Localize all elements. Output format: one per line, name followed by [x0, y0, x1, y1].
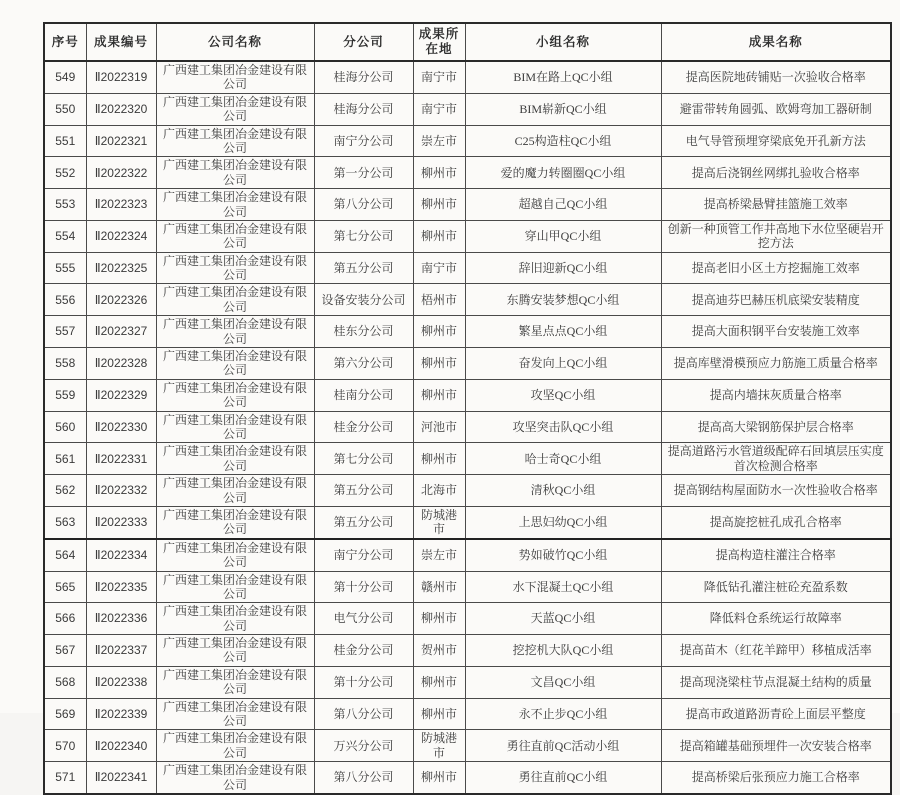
cell-seq: 559 — [44, 379, 86, 411]
cell-result: 提高库壁滑模预应力筋施工质量合格率 — [661, 348, 891, 380]
cell-group: 爱的魔力转圈圈QC小组 — [465, 157, 661, 189]
table-row — [44, 93, 891, 125]
cell-code: Ⅱ2022326 — [86, 284, 156, 316]
cell-seq: 570 — [44, 730, 86, 762]
cell-company: 广西建工集团冶金建设有限公司 — [156, 475, 314, 507]
cell-company: 广西建工集团冶金建设有限公司 — [156, 379, 314, 411]
cell-seq: 560 — [44, 411, 86, 443]
cell-result: 提高医院地砖铺贴一次验收合格率 — [661, 61, 891, 93]
table-row — [44, 348, 891, 380]
cell-location: 柳州市 — [413, 157, 465, 189]
cell-group: 文昌QC小组 — [465, 666, 661, 698]
cell-result: 提高桥梁后张预应力施工合格率 — [661, 762, 891, 794]
cell-company: 广西建工集团冶金建设有限公司 — [156, 603, 314, 635]
cell-group: 穿山甲QC小组 — [465, 220, 661, 252]
cell-seq: 556 — [44, 284, 86, 316]
cell-location: 柳州市 — [413, 316, 465, 348]
cell-code: Ⅱ2022340 — [86, 730, 156, 762]
cell-group: 永不止步QC小组 — [465, 698, 661, 730]
cell-branch: 第六分公司 — [314, 348, 413, 380]
cell-seq: 558 — [44, 348, 86, 380]
cell-group: 势如破竹QC小组 — [465, 539, 661, 571]
cell-seq: 565 — [44, 571, 86, 603]
table-row — [44, 603, 891, 635]
cell-group: 清秋QC小组 — [465, 475, 661, 507]
cell-branch: 南宁分公司 — [314, 539, 413, 571]
cell-result: 提高大面积钢平台安装施工效率 — [661, 316, 891, 348]
cell-company: 广西建工集团冶金建设有限公司 — [156, 93, 314, 125]
cell-result: 提高箱罐基础预埋件一次安装合格率 — [661, 730, 891, 762]
table-row — [44, 539, 891, 571]
cell-seq: 568 — [44, 666, 86, 698]
cell-branch: 第十分公司 — [314, 571, 413, 603]
table-row — [44, 379, 891, 411]
table-row — [44, 189, 891, 221]
cell-code: Ⅱ2022327 — [86, 316, 156, 348]
cell-group: 超越自己QC小组 — [465, 189, 661, 221]
cell-result: 提高旋挖桩孔成孔合格率 — [661, 506, 891, 538]
cell-company: 广西建工集团冶金建设有限公司 — [156, 61, 314, 93]
cell-location: 崇左市 — [413, 539, 465, 571]
table-row — [44, 125, 891, 157]
table-row — [44, 220, 891, 252]
cell-company: 广西建工集团冶金建设有限公司 — [156, 220, 314, 252]
cell-location: 防城港市 — [413, 730, 465, 762]
table-row — [44, 252, 891, 284]
cell-company: 广西建工集团冶金建设有限公司 — [156, 284, 314, 316]
cell-seq: 549 — [44, 61, 86, 93]
column-header-location: 成果所在地 — [413, 23, 465, 61]
cell-company: 广西建工集团冶金建设有限公司 — [156, 506, 314, 538]
table-row — [44, 666, 891, 698]
cell-result: 提高苗木（红花羊蹄甲）移植成活率 — [661, 635, 891, 667]
cell-branch: 第八分公司 — [314, 698, 413, 730]
cell-branch: 桂海分公司 — [314, 61, 413, 93]
cell-seq: 555 — [44, 252, 86, 284]
table-row — [44, 157, 891, 189]
cell-result: 提高内墙抹灰质量合格率 — [661, 379, 891, 411]
cell-seq: 569 — [44, 698, 86, 730]
cell-group: 勇往直前QC小组 — [465, 762, 661, 794]
cell-company: 广西建工集团冶金建设有限公司 — [156, 252, 314, 284]
cell-location: 贺州市 — [413, 635, 465, 667]
cell-seq: 554 — [44, 220, 86, 252]
cell-location: 河池市 — [413, 411, 465, 443]
cell-code: Ⅱ2022339 — [86, 698, 156, 730]
cell-company: 广西建工集团冶金建设有限公司 — [156, 698, 314, 730]
cell-branch: 桂海分公司 — [314, 93, 413, 125]
cell-location: 柳州市 — [413, 762, 465, 794]
table-row — [44, 506, 891, 538]
cell-location: 南宁市 — [413, 93, 465, 125]
column-header-group: 小组名称 — [465, 23, 661, 61]
cell-result: 创新一种顶管工作井高地下水位坚硬岩开挖方法 — [661, 220, 891, 252]
cell-group: 勇往直前QC活动小组 — [465, 730, 661, 762]
cell-code: Ⅱ2022337 — [86, 635, 156, 667]
cell-code: Ⅱ2022324 — [86, 220, 156, 252]
cell-company: 广西建工集团冶金建设有限公司 — [156, 316, 314, 348]
cell-seq: 561 — [44, 443, 86, 475]
table-row — [44, 443, 891, 475]
cell-group: 上思妇幼QC小组 — [465, 506, 661, 538]
cell-group: C25构造柱QC小组 — [465, 125, 661, 157]
cell-code: Ⅱ2022338 — [86, 666, 156, 698]
cell-branch: 第七分公司 — [314, 443, 413, 475]
cell-code: Ⅱ2022325 — [86, 252, 156, 284]
cell-seq: 566 — [44, 603, 86, 635]
cell-branch: 第五分公司 — [314, 475, 413, 507]
cell-seq: 563 — [44, 506, 86, 538]
cell-code: Ⅱ2022328 — [86, 348, 156, 380]
cell-seq: 550 — [44, 93, 86, 125]
column-header-branch: 分公司 — [314, 23, 413, 61]
cell-code: Ⅱ2022321 — [86, 125, 156, 157]
table-row — [44, 762, 891, 794]
cell-group: 天蓝QC小组 — [465, 603, 661, 635]
cell-branch: 第五分公司 — [314, 506, 413, 538]
cell-group: 繁星点点QC小组 — [465, 316, 661, 348]
cell-branch: 万兴分公司 — [314, 730, 413, 762]
cell-location: 柳州市 — [413, 379, 465, 411]
cell-group: 攻坚突击队QC小组 — [465, 411, 661, 443]
cell-seq: 551 — [44, 125, 86, 157]
cell-company: 广西建工集团冶金建设有限公司 — [156, 411, 314, 443]
cell-branch: 桂东分公司 — [314, 316, 413, 348]
cell-code: Ⅱ2022322 — [86, 157, 156, 189]
cell-location: 柳州市 — [413, 666, 465, 698]
cell-branch: 第八分公司 — [314, 189, 413, 221]
column-header-code: 成果编号 — [86, 23, 156, 61]
cell-branch: 第八分公司 — [314, 762, 413, 794]
header-row — [44, 23, 891, 61]
cell-location: 崇左市 — [413, 125, 465, 157]
cell-code: Ⅱ2022331 — [86, 443, 156, 475]
cell-code: Ⅱ2022320 — [86, 93, 156, 125]
cell-branch: 南宁分公司 — [314, 125, 413, 157]
cell-company: 广西建工集团冶金建设有限公司 — [156, 666, 314, 698]
cell-seq: 552 — [44, 157, 86, 189]
cell-group: BIM崭新QC小组 — [465, 93, 661, 125]
table-body — [44, 61, 891, 794]
table-row — [44, 411, 891, 443]
qc-results-table — [43, 22, 892, 795]
cell-location: 柳州市 — [413, 698, 465, 730]
cell-group: 东腾安装梦想QC小组 — [465, 284, 661, 316]
cell-result: 提高钢结构屋面防水一次性验收合格率 — [661, 475, 891, 507]
cell-branch: 第一分公司 — [314, 157, 413, 189]
cell-branch: 第七分公司 — [314, 220, 413, 252]
cell-code: Ⅱ2022319 — [86, 61, 156, 93]
cell-branch: 第五分公司 — [314, 252, 413, 284]
cell-code: Ⅱ2022341 — [86, 762, 156, 794]
column-header-seq: 序号 — [44, 23, 86, 61]
cell-code: Ⅱ2022330 — [86, 411, 156, 443]
cell-branch: 电气分公司 — [314, 603, 413, 635]
cell-location: 北海市 — [413, 475, 465, 507]
cell-result: 提高迪芬巴赫压机底梁安装精度 — [661, 284, 891, 316]
table-row — [44, 730, 891, 762]
table-row — [44, 698, 891, 730]
cell-seq: 567 — [44, 635, 86, 667]
cell-result: 提高现浇梁柱节点混凝土结构的质量 — [661, 666, 891, 698]
cell-location: 赣州市 — [413, 571, 465, 603]
cell-location: 柳州市 — [413, 603, 465, 635]
cell-result: 提高老旧小区土方挖掘施工效率 — [661, 252, 891, 284]
cell-code: Ⅱ2022336 — [86, 603, 156, 635]
cell-company: 广西建工集团冶金建设有限公司 — [156, 189, 314, 221]
cell-seq: 557 — [44, 316, 86, 348]
cell-result: 提高桥梁悬臂挂篮施工效率 — [661, 189, 891, 221]
cell-result: 提高构造柱灌注合格率 — [661, 539, 891, 571]
cell-company: 广西建工集团冶金建设有限公司 — [156, 443, 314, 475]
cell-group: 奋发向上QC小组 — [465, 348, 661, 380]
cell-company: 广西建工集团冶金建设有限公司 — [156, 157, 314, 189]
cell-code: Ⅱ2022335 — [86, 571, 156, 603]
cell-location: 柳州市 — [413, 189, 465, 221]
column-header-company: 公司名称 — [156, 23, 314, 61]
cell-company: 广西建工集团冶金建设有限公司 — [156, 348, 314, 380]
cell-location: 柳州市 — [413, 348, 465, 380]
cell-seq: 562 — [44, 475, 86, 507]
cell-code: Ⅱ2022334 — [86, 539, 156, 571]
table-row — [44, 61, 891, 93]
cell-code: Ⅱ2022329 — [86, 379, 156, 411]
cell-company: 广西建工集团冶金建设有限公司 — [156, 635, 314, 667]
table-row — [44, 475, 891, 507]
cell-location: 梧州市 — [413, 284, 465, 316]
table-row — [44, 284, 891, 316]
table-row — [44, 571, 891, 603]
cell-result: 降低钻孔灌注桩砼充盈系数 — [661, 571, 891, 603]
cell-group: 攻坚QC小组 — [465, 379, 661, 411]
cell-company: 广西建工集团冶金建设有限公司 — [156, 571, 314, 603]
cell-location: 柳州市 — [413, 443, 465, 475]
cell-result: 避雷带转角圆弧、欧姆弯加工器研制 — [661, 93, 891, 125]
column-header-result: 成果名称 — [661, 23, 891, 61]
cell-result: 提高市政道路沥青砼上面层平整度 — [661, 698, 891, 730]
cell-result: 提高后浇钢丝网绑扎验收合格率 — [661, 157, 891, 189]
cell-seq: 571 — [44, 762, 86, 794]
cell-group: BIM在路上QC小组 — [465, 61, 661, 93]
cell-seq: 564 — [44, 539, 86, 571]
cell-result: 电气导管预埋穿梁底免开孔新方法 — [661, 125, 891, 157]
cell-seq: 553 — [44, 189, 86, 221]
cell-branch: 设备安装分公司 — [314, 284, 413, 316]
cell-code: Ⅱ2022333 — [86, 506, 156, 538]
cell-result: 提高道路污水管道级配碎石回填层压实度首次检测合格率 — [661, 443, 891, 475]
cell-branch: 桂南分公司 — [314, 379, 413, 411]
cell-group: 辞旧迎新QC小组 — [465, 252, 661, 284]
cell-result: 提高高大梁钢筋保护层合格率 — [661, 411, 891, 443]
cell-company: 广西建工集团冶金建设有限公司 — [156, 762, 314, 794]
table-row — [44, 316, 891, 348]
cell-code: Ⅱ2022323 — [86, 189, 156, 221]
cell-branch: 桂金分公司 — [314, 411, 413, 443]
cell-company: 广西建工集团冶金建设有限公司 — [156, 125, 314, 157]
table-row — [44, 635, 891, 667]
cell-company: 广西建工集团冶金建设有限公司 — [156, 539, 314, 571]
cell-location: 南宁市 — [413, 61, 465, 93]
cell-branch: 桂金分公司 — [314, 635, 413, 667]
cell-location: 柳州市 — [413, 220, 465, 252]
cell-group: 挖挖机大队QC小组 — [465, 635, 661, 667]
cell-code: Ⅱ2022332 — [86, 475, 156, 507]
cell-group: 哈士奇QC小组 — [465, 443, 661, 475]
cell-result: 降低料仓系统运行故障率 — [661, 603, 891, 635]
cell-company: 广西建工集团冶金建设有限公司 — [156, 730, 314, 762]
cell-group: 水下混凝土QC小组 — [465, 571, 661, 603]
cell-location: 南宁市 — [413, 252, 465, 284]
cell-branch: 第十分公司 — [314, 666, 413, 698]
cell-location: 防城港市 — [413, 506, 465, 538]
